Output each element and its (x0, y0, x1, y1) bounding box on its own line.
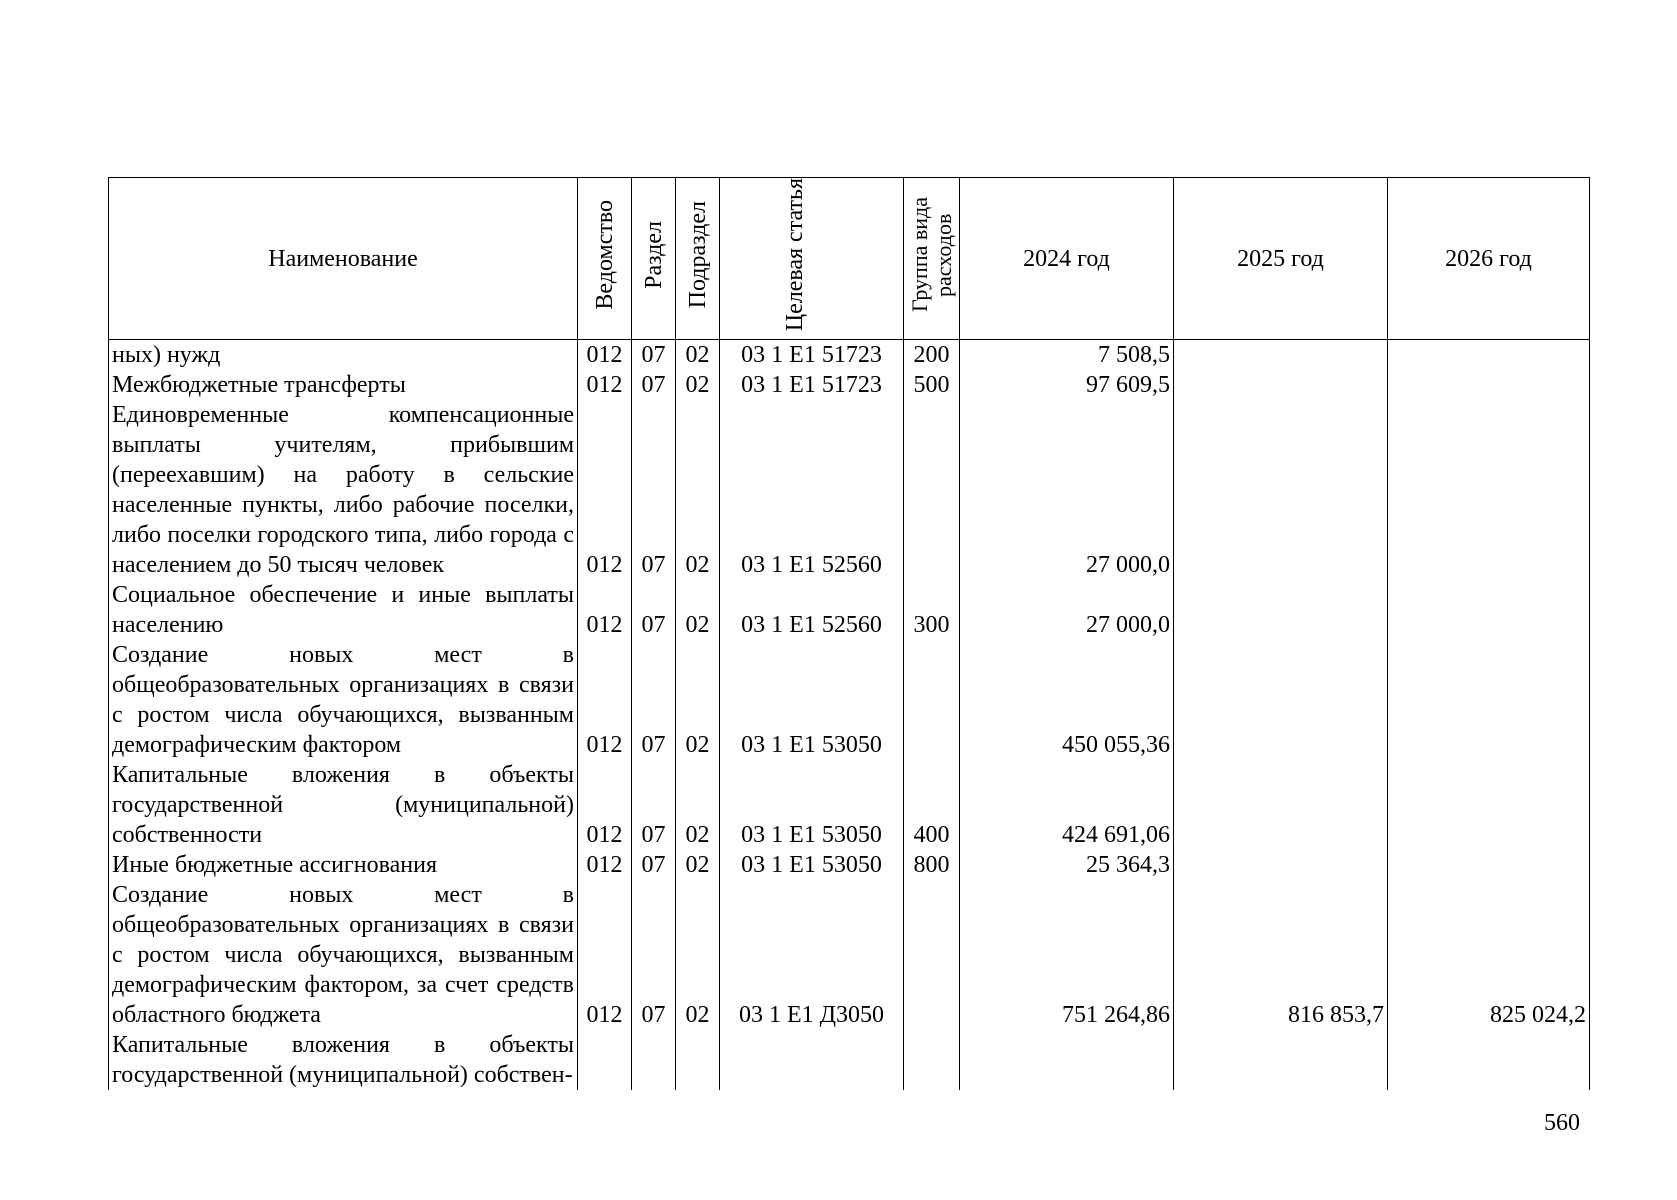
row-expense-group: 400 (904, 760, 960, 850)
row-amount-2026 (1388, 850, 1590, 880)
row-amount-2024: 97 609,5 (960, 370, 1174, 400)
row-target-article: 03 1 Е1 Д3050 (720, 880, 904, 1030)
header-name: Наименование (109, 178, 578, 340)
row-expense-group (904, 400, 960, 580)
header-target-article: Целевая статья (720, 178, 904, 340)
row-department: 012 (578, 400, 632, 580)
row-amount-2024: 25 364,3 (960, 850, 1174, 880)
row-amount-2024: 424 691,06 (960, 760, 1174, 850)
row-amount-2024: 7 508,5 (960, 340, 1174, 371)
row-subsection: 02 (676, 370, 720, 400)
row-amount-2025 (1174, 340, 1388, 371)
row-amount-2024: 751 264,86 (960, 880, 1174, 1030)
row-target-article: 03 1 Е1 51723 (720, 340, 904, 371)
row-section: 07 (632, 580, 676, 640)
row-section: 07 (632, 340, 676, 371)
row-amount-2025 (1174, 760, 1388, 850)
row-department: 012 (578, 340, 632, 371)
page-number: 560 (1544, 1110, 1580, 1136)
row-section (632, 1030, 676, 1090)
row-target-article: 03 1 Е1 53050 (720, 760, 904, 850)
row-amount-2026 (1388, 340, 1590, 371)
table-header-row (109, 178, 1590, 340)
table-row (109, 1030, 1590, 1090)
row-amount-2025 (1174, 580, 1388, 640)
row-target-article: 03 1 Е1 51723 (720, 370, 904, 400)
row-department: 012 (578, 850, 632, 880)
row-department: 012 (578, 760, 632, 850)
table-row (109, 760, 1590, 850)
row-name: Капитальные вложения в объекты государственной (муниципальной) собственности (109, 760, 578, 850)
row-expense-group (904, 1030, 960, 1090)
table-body (109, 340, 1590, 1091)
row-department (578, 1030, 632, 1090)
row-section: 07 (632, 760, 676, 850)
table-row (109, 640, 1590, 760)
header-year-2024: 2024 год (960, 178, 1174, 340)
row-target-article: 03 1 Е1 53050 (720, 640, 904, 760)
row-section: 07 (632, 400, 676, 580)
row-expense-group (904, 880, 960, 1030)
table-row (109, 400, 1590, 580)
row-amount-2026 (1388, 580, 1590, 640)
header-expense-group: Группа вида расходов (904, 178, 960, 340)
row-amount-2026: 825 024,2 (1388, 880, 1590, 1030)
row-amount-2025: 816 853,7 (1174, 880, 1388, 1030)
row-subsection (676, 1030, 720, 1090)
header-department: Ведомство (578, 178, 632, 340)
row-department: 012 (578, 640, 632, 760)
row-section: 07 (632, 880, 676, 1030)
row-expense-group: 500 (904, 370, 960, 400)
row-department: 012 (578, 370, 632, 400)
row-name: Создание новых мест в общеобразовательных организациях в связи с ростом числа обучающихся, вызванным демографическим фактором (109, 640, 578, 760)
row-amount-2025 (1174, 400, 1388, 580)
row-amount-2024 (960, 1030, 1174, 1090)
row-target-article: 03 1 Е1 53050 (720, 850, 904, 880)
row-subsection: 02 (676, 400, 720, 580)
row-subsection: 02 (676, 880, 720, 1030)
row-target-article: 03 1 Е1 52560 (720, 400, 904, 580)
row-department: 012 (578, 880, 632, 1030)
table-row (109, 580, 1590, 640)
row-name: ных) нужд (109, 340, 578, 371)
table-row (109, 370, 1590, 400)
row-amount-2026 (1388, 370, 1590, 400)
row-expense-group: 800 (904, 850, 960, 880)
row-amount-2024: 27 000,0 (960, 400, 1174, 580)
row-amount-2026 (1388, 640, 1590, 760)
header-year-2026: 2026 год (1388, 178, 1590, 340)
table-row (109, 880, 1590, 1030)
row-target-article: 03 1 Е1 52560 (720, 580, 904, 640)
row-amount-2025 (1174, 1030, 1388, 1090)
row-expense-group: 200 (904, 340, 960, 371)
row-amount-2026 (1388, 400, 1590, 580)
row-amount-2026 (1388, 760, 1590, 850)
row-amount-2025 (1174, 850, 1388, 880)
header-section: Раздел (632, 178, 676, 340)
row-subsection: 02 (676, 340, 720, 371)
header-subsection: Подраздел (676, 178, 720, 340)
row-name: Создание новых мест в общеобразовательных организациях в связи с ростом числа обучающихся, вызванным демографическим фактором, за счет средств областного бюджета (109, 880, 578, 1030)
row-name: Иные бюджетные ассигнования (109, 850, 578, 880)
row-subsection: 02 (676, 640, 720, 760)
budget-table (108, 177, 1590, 1090)
row-expense-group: 300 (904, 580, 960, 640)
row-subsection: 02 (676, 850, 720, 880)
row-expense-group (904, 640, 960, 760)
table-row (109, 850, 1590, 880)
row-subsection: 02 (676, 580, 720, 640)
row-subsection: 02 (676, 760, 720, 850)
row-amount-2025 (1174, 370, 1388, 400)
row-target-article (720, 1030, 904, 1090)
header-year-2025: 2025 год (1174, 178, 1388, 340)
row-section: 07 (632, 850, 676, 880)
row-amount-2026 (1388, 1030, 1590, 1090)
row-amount-2024: 450 055,36 (960, 640, 1174, 760)
table-row (109, 340, 1590, 371)
row-amount-2025 (1174, 640, 1388, 760)
row-section: 07 (632, 640, 676, 760)
row-name: Социальное обеспечение и иные выплаты населению (109, 580, 578, 640)
row-section: 07 (632, 370, 676, 400)
row-department: 012 (578, 580, 632, 640)
row-name: Капитальные вложения в объекты государственной (муниципальной) собствен- (109, 1030, 578, 1090)
row-name: Единовременные компенсационные выплаты учителям, прибывшим (переехавшим) на работу в сельские населенные пункты, либо рабочие поселки, либо поселки городского типа, либо города с населением до 50 тысяч человек (109, 400, 578, 580)
row-amount-2024: 27 000,0 (960, 580, 1174, 640)
row-name: Межбюджетные трансферты (109, 370, 578, 400)
